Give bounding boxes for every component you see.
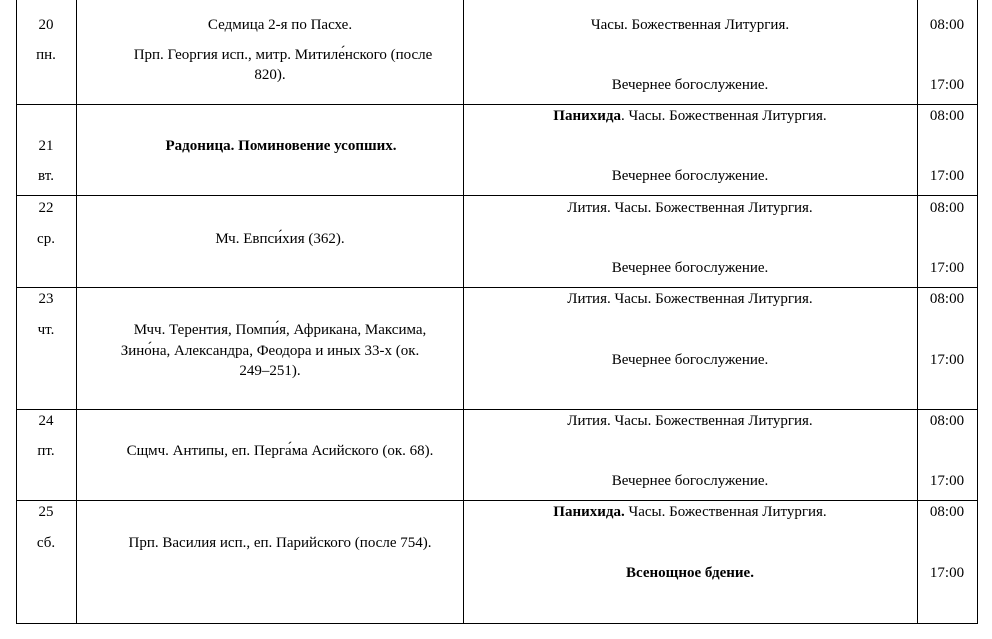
day-number: 20 <box>38 17 54 33</box>
saint-commemoration: Сщмч. Антипы, еп. Перга́ма Асийского (ок. 68). <box>126 443 434 459</box>
service-morning: Лития. Часы. Божественная Литургия. <box>567 200 813 216</box>
row-divider <box>16 287 978 288</box>
day-number: 25 <box>38 504 54 520</box>
row-divider <box>16 195 978 196</box>
service-rest: . Часы. Божественная Литургия. <box>620 108 827 124</box>
time-morning: 08:00 <box>929 413 965 429</box>
saint-commemoration: Мчч. Терентия, Помпи́я, Африкана, Максима, <box>133 322 427 338</box>
day-number: 22 <box>38 200 54 216</box>
row-divider <box>16 623 978 624</box>
time-morning: 08:00 <box>929 291 965 307</box>
column-divider <box>977 0 978 624</box>
time-evening: 17:00 <box>929 260 965 276</box>
day-number: 23 <box>38 291 54 307</box>
column-divider <box>76 0 77 624</box>
service-morning <box>553 504 826 521</box>
column-divider <box>16 0 17 624</box>
service-bold-part: Панихида <box>553 108 621 124</box>
saint-commemoration: Мч. Евпси́хия (362). <box>215 231 345 247</box>
row-divider <box>16 500 978 501</box>
column-divider <box>463 0 464 624</box>
column-divider <box>917 0 918 624</box>
row-divider <box>16 104 978 105</box>
weekday: вт. <box>38 168 54 184</box>
day-number: 21 <box>38 138 54 154</box>
service-morning: Часы. Божественная Литургия. <box>590 17 790 33</box>
saint-commemoration: 820). <box>254 67 286 83</box>
service-morning <box>553 108 826 125</box>
service-evening: Вечернее богослужение. <box>611 473 769 489</box>
time-evening: 17:00 <box>929 168 965 184</box>
time-morning: 08:00 <box>929 200 965 216</box>
time-evening: 17:00 <box>929 565 965 581</box>
saint-commemoration: 249–251). <box>239 363 301 379</box>
service-rest: Часы. Божественная Литургия. <box>624 504 827 520</box>
day-number: 24 <box>38 413 54 429</box>
service-evening: Вечернее богослужение. <box>611 77 769 93</box>
service-bold-part: Панихида. <box>553 504 625 520</box>
feast-title: Радоница. Поминовение усопших. <box>165 138 397 154</box>
time-evening: 17:00 <box>929 473 965 489</box>
service-evening: Вечернее богослужение. <box>611 260 769 276</box>
row-divider <box>16 409 978 410</box>
feast-title: Седмица 2-я по Пасхе. <box>207 17 353 33</box>
weekday: чт. <box>37 322 55 338</box>
service-morning: Лития. Часы. Божественная Литургия. <box>567 291 813 307</box>
saint-commemoration: Прп. Георгия исп., митр. Митиле́нского (после <box>133 47 433 63</box>
weekday: ср. <box>37 231 55 247</box>
service-evening: Всенощное бдение. <box>626 565 754 581</box>
time-morning: 08:00 <box>929 504 965 520</box>
time-evening: 17:00 <box>929 352 965 368</box>
time-morning: 08:00 <box>929 108 965 124</box>
time-evening: 17:00 <box>929 77 965 93</box>
saint-commemoration: Зино́на, Александра, Феодора и иных 33-х (ок. <box>120 343 420 359</box>
service-morning: Лития. Часы. Божественная Литургия. <box>567 413 813 429</box>
service-evening: Вечернее богослужение. <box>611 168 769 184</box>
saint-commemoration: Прп. Василия исп., еп. Парийского (после 754). <box>128 535 432 551</box>
weekday: пт. <box>37 443 55 459</box>
time-morning: 08:00 <box>929 17 965 33</box>
weekday: сб. <box>36 535 56 551</box>
weekday: пн. <box>36 47 56 63</box>
service-evening: Вечернее богослужение. <box>611 352 769 368</box>
